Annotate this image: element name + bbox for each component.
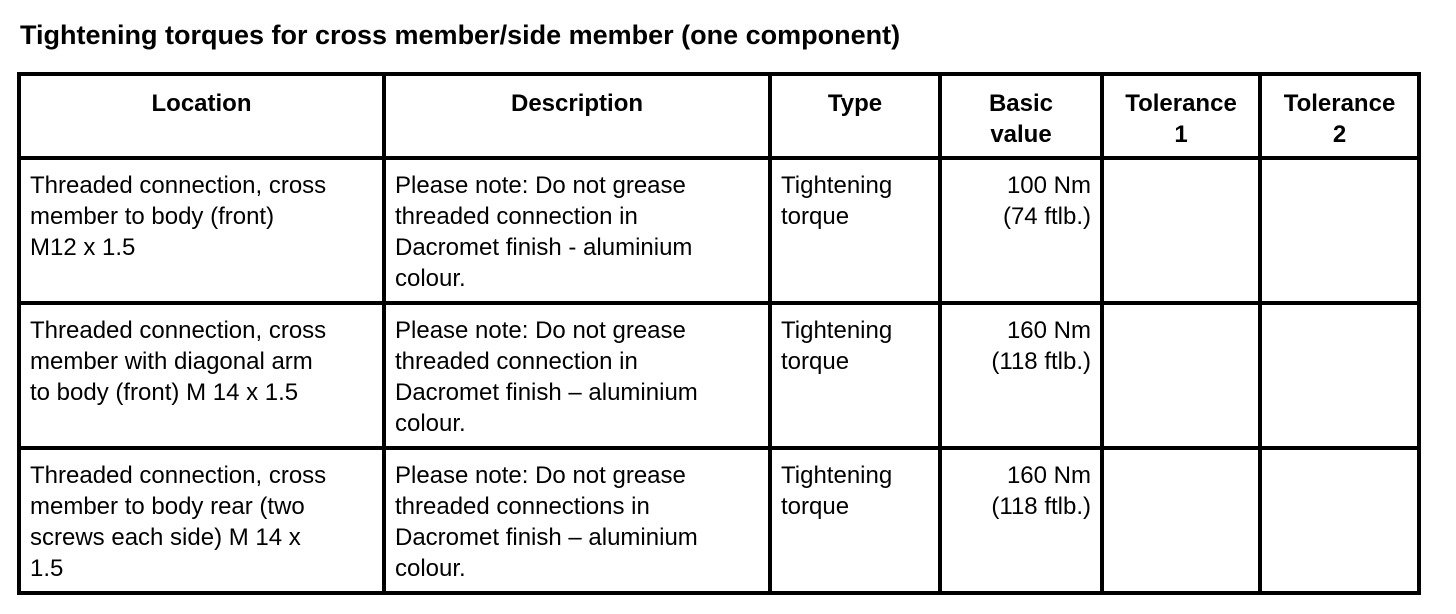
tolerance-2-cell [1260, 303, 1419, 448]
description-cell: Please note: Do not grease threaded connections in Dacromet finish – aluminium colour. [384, 448, 770, 593]
description-cell: Please note: Do not grease threaded connection in Dacromet finish – aluminium colour. [384, 303, 770, 448]
header-basic-value: Basic value [940, 74, 1102, 158]
basic-value-cell: 160 Nm (118 ftlb.) [940, 448, 1102, 593]
basic-value-cell: 100 Nm (74 ftlb.) [940, 158, 1102, 303]
location-cell: Threaded connection, cross member with diagonal arm to body (front) M 14 x 1.5 [19, 303, 384, 448]
table-row [19, 158, 1419, 303]
type-cell: Tightening torque [770, 158, 940, 303]
table-row [19, 448, 1419, 593]
tolerance-1-cell [1102, 158, 1260, 303]
type-cell: Tightening torque [770, 448, 940, 593]
table-row [19, 303, 1419, 448]
tolerance-1-cell [1102, 303, 1260, 448]
page-title: Tightening torques for cross member/side member (one component) [20, 20, 901, 50]
header-row [19, 74, 1419, 158]
header-description: Description [384, 74, 770, 158]
location-cell: Threaded connection, cross member to body (front) M12 x 1.5 [19, 158, 384, 303]
header-tolerance-1: Tolerance 1 [1102, 74, 1260, 158]
header-tolerance-2: Tolerance 2 [1260, 74, 1419, 158]
location-cell: Threaded connection, cross member to body rear (two screws each side) M 14 x 1.5 [19, 448, 384, 593]
tolerance-2-cell [1260, 448, 1419, 593]
tolerance-2-cell [1260, 158, 1419, 303]
torque-table [17, 72, 1421, 595]
description-cell: Please note: Do not grease threaded connection in Dacromet finish - aluminium colour. [384, 158, 770, 303]
tolerance-1-cell [1102, 448, 1260, 593]
header-type: Type [770, 74, 940, 158]
type-cell: Tightening torque [770, 303, 940, 448]
basic-value-cell: 160 Nm (118 ftlb.) [940, 303, 1102, 448]
header-location: Location [19, 74, 384, 158]
